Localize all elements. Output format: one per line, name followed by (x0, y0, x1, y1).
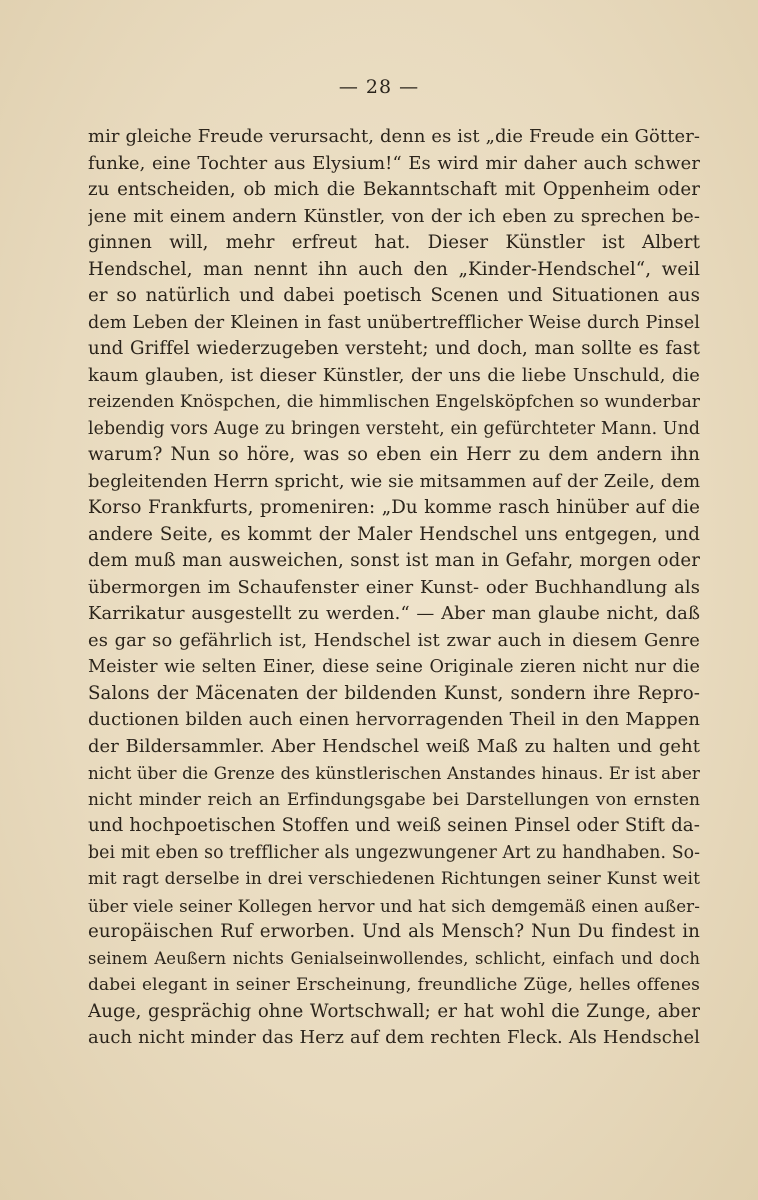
text-line: Auge, gesprächig ohne Wortschwall; er hat wohl die Zunge, aber (88, 1000, 700, 1022)
page-number: — 28 — (338, 76, 420, 98)
text-line: jene mit einem andern Künstler, von der ich eben zu sprechen be- (88, 205, 700, 227)
text-line: bei mit eben so trefflicher als ungezwungener Art zu handhaben. So- (88, 842, 700, 863)
text-line: über viele seiner Kollegen hervor und hat sich demgemäß einen außer- (88, 895, 700, 916)
text-line: ductionen bilden auch einen hervorragenden Theil in den Mappen (88, 709, 700, 730)
text-line: europäischen Ruf erworben. Und als Mensch? Nun Du findest in (88, 921, 700, 942)
text-line: übermorgen im Schaufenster einer Kunst- oder Buchhandlung als (88, 576, 700, 598)
text-line: er so natürlich und dabei poetisch Scenen und Situationen aus (88, 285, 700, 306)
text-line: dem muß man ausweichen, sonst ist man in Gefahr, morgen oder (88, 550, 700, 571)
text-line: ginnen will, mehr erfreut hat. Dieser Künstler ist Albert (88, 232, 700, 253)
text-line: reizenden Knöspchen, die himmlischen Engelsköpfchen so wunderbar (88, 392, 700, 412)
text-line: funke, eine Tochter aus Elysium!“ Es wird mir daher auch schwer (88, 152, 700, 174)
text-line: mit ragt derselbe in drei verschiedenen Richtungen seiner Kunst weit (88, 869, 700, 889)
body-text (88, 124, 700, 1052)
text-line: zu entscheiden, ob mich die Bekanntschaft mit Oppenheim oder (88, 179, 700, 200)
text-line: Hendschel, man nennt ihn auch den „Kinder-Hendschel“, weil (88, 258, 700, 280)
text-line: kaum glauben, ist dieser Künstler, der uns die liebe Unschuld, die (88, 364, 700, 386)
text-line: dem Leben der Kleinen in fast unübertrefflicher Weise durch Pinsel (88, 312, 700, 333)
text-line: warum? Nun so höre, was so eben ein Herr zu dem andern ihn (88, 444, 700, 465)
text-line: andere Seite, es kommt der Maler Hendschel uns entgegen, und (88, 523, 700, 545)
text-line: und hochpoetischen Stoffen und weiß seinen Pinsel oder Stift da- (88, 815, 700, 836)
text-line: dabei elegant in seiner Erscheinung, freundliche Züge, helles offenes (88, 975, 700, 995)
text-line: nicht minder reich an Erfindungsgabe bei Darstellungen von ernsten (88, 789, 700, 810)
text-line: der Bildersammler. Aber Hendschel weiß Maß zu halten und geht (88, 735, 700, 757)
text-line: mir gleiche Freude verursacht, denn es ist „die Freude ein Götter- (88, 126, 700, 147)
text-line: begleitenden Herrn spricht, wie sie mitsammen auf der Zeile, dem (88, 470, 700, 492)
text-line: und Griffel wiederzugeben versteht; und doch, man sollte es fast (88, 338, 700, 359)
text-line: Korso Frankfurts, promeniren: „Du komme rasch hinüber auf die (88, 497, 700, 518)
text-line: Salons der Mäcenaten der bildenden Kunst, sondern ihre Repro- (88, 682, 700, 704)
text-line: auch nicht minder das Herz auf dem rechten Fleck. Als Hendschel (88, 1027, 700, 1048)
text-line: Karrikatur ausgestellt zu werden.“ — Aber man glaube nicht, daß (88, 603, 700, 624)
text-line: es gar so gefährlich ist, Hendschel ist zwar auch in diesem Genre (88, 629, 700, 651)
text-line: lebendig vors Auge zu bringen versteht, ein gefürchteter Mann. Und (88, 418, 700, 439)
text-line: nicht über die Grenze des künstlerischen Anstandes hinaus. Er ist aber (88, 763, 700, 783)
text-line: seinem Aeußern nichts Genialseinwollendes, schlicht, einfach und doch (88, 948, 700, 968)
text-line: Meister wie selten Einer, diese seine Originale zieren nicht nur die (88, 657, 700, 677)
